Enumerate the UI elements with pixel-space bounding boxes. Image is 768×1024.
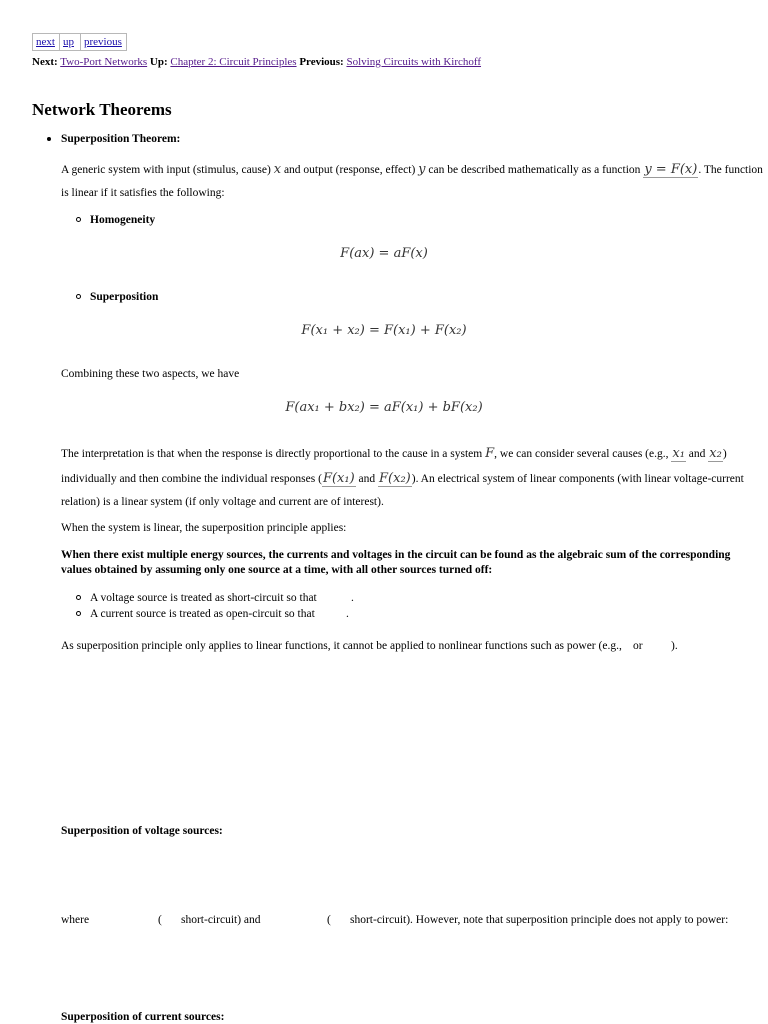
page-title: Network Theorems (32, 100, 172, 119)
paragraph-interpretation-1 (61, 446, 727, 462)
text: . The function (698, 164, 763, 176)
paragraph-system (61, 162, 763, 178)
circle-bullet-icon (76, 595, 81, 600)
current-source-item: A current source is treated as open-circuit so that (90, 608, 315, 620)
text: ) (722, 448, 727, 460)
text: and (688, 448, 706, 460)
text: can be described mathematically as a function (428, 164, 641, 176)
text: individually and then combine the individual responses ( (61, 473, 322, 485)
bullet-icon (47, 137, 51, 141)
math-x1: x₁ (672, 446, 685, 461)
where-text: where (61, 914, 90, 926)
paragraph-interpretation-2 (61, 471, 744, 487)
math-Fx1: F(x₁) (322, 471, 355, 486)
text: ). An electrical system of linear components (with linear voltage-current (411, 473, 744, 485)
math-x: x (273, 162, 282, 177)
math-x2: x₂ (709, 446, 722, 461)
math-F: F (485, 446, 495, 461)
principle-statement-line-2: values obtained by assuming only one source at a time, with all other sources turned off: (61, 564, 493, 576)
previous-button[interactable]: previous (80, 33, 127, 51)
navigation-links (32, 56, 481, 68)
principle-statement-line-1: When there exist multiple energy sources, the currents and voltages in the circuit can be found as the algebraic sum of the corresponding (61, 549, 731, 561)
superposition-label: Superposition (90, 291, 159, 303)
circle-bullet-icon (76, 217, 81, 222)
previous-link[interactable]: Solving Circuits with Kirchoff (346, 56, 482, 68)
period: . (351, 592, 354, 604)
power-or: or (633, 640, 643, 652)
power-note: As superposition principle only applies to linear functions, it cannot be applied to nonlinear functions such as power (e.g., (61, 640, 622, 652)
voltage-source-item: A voltage source is treated as short-circuit so that (90, 592, 317, 604)
voltage-sources-heading: Superposition of voltage sources: (61, 825, 223, 837)
equation-superposition: F(x₁ + x₂) = F(x₁) + F(x₂) (301, 323, 467, 338)
paragraph-linear: is linear if it satisfies the following: (61, 187, 225, 199)
text: and (358, 473, 376, 485)
short-circuit-text-1: short-circuit) and (181, 914, 261, 926)
next-label: Next: (32, 56, 58, 68)
equation-homogeneity: F(ax) = aF(x) (340, 246, 428, 261)
text: , we can consider several causes (e.g., (494, 448, 669, 460)
up-button[interactable]: up (59, 33, 81, 51)
up-label: Up: (149, 56, 168, 68)
current-sources-heading: Superposition of current sources: (61, 1011, 225, 1023)
section-heading: Superposition Theorem: (61, 133, 181, 145)
circle-bullet-icon (76, 611, 81, 616)
homogeneity-label: Homogeneity (90, 214, 156, 226)
circle-bullet-icon (76, 294, 81, 299)
text: and output (response, effect) (283, 164, 416, 176)
equation-combined: F(ax₁ + bx₂) = aF(x₁) + bF(x₂) (285, 400, 483, 415)
paren: ( (327, 914, 331, 926)
paren: ( (158, 914, 162, 926)
next-link[interactable]: Two-Port Networks (60, 56, 148, 68)
navigation-buttons (32, 33, 126, 51)
text: The interpretation is that when the response is directly proportional to the cause in a system (61, 448, 483, 460)
short-circuit-text-2: short-circuit). However, note that superposition principle does not apply to power: (350, 914, 729, 926)
paragraph-interpretation-3: relation) is a linear system (if only voltage and current are of interest). (61, 496, 384, 508)
period: . (346, 608, 349, 620)
math-function: y = F(x) (644, 162, 698, 177)
math-y: y (418, 162, 426, 177)
combining-text: Combining these two aspects, we have (61, 368, 240, 380)
up-link[interactable]: Chapter 2: Circuit Principles (170, 56, 297, 68)
next-button[interactable]: next (32, 33, 60, 51)
previous-label: Previous: (299, 56, 344, 68)
when-linear-text: When the system is linear, the superposition principle applies: (61, 522, 347, 534)
text: A generic system with input (stimulus, cause) (61, 164, 271, 176)
math-Fx2: F(x₂) (379, 471, 411, 486)
power-end: ). (671, 640, 678, 652)
